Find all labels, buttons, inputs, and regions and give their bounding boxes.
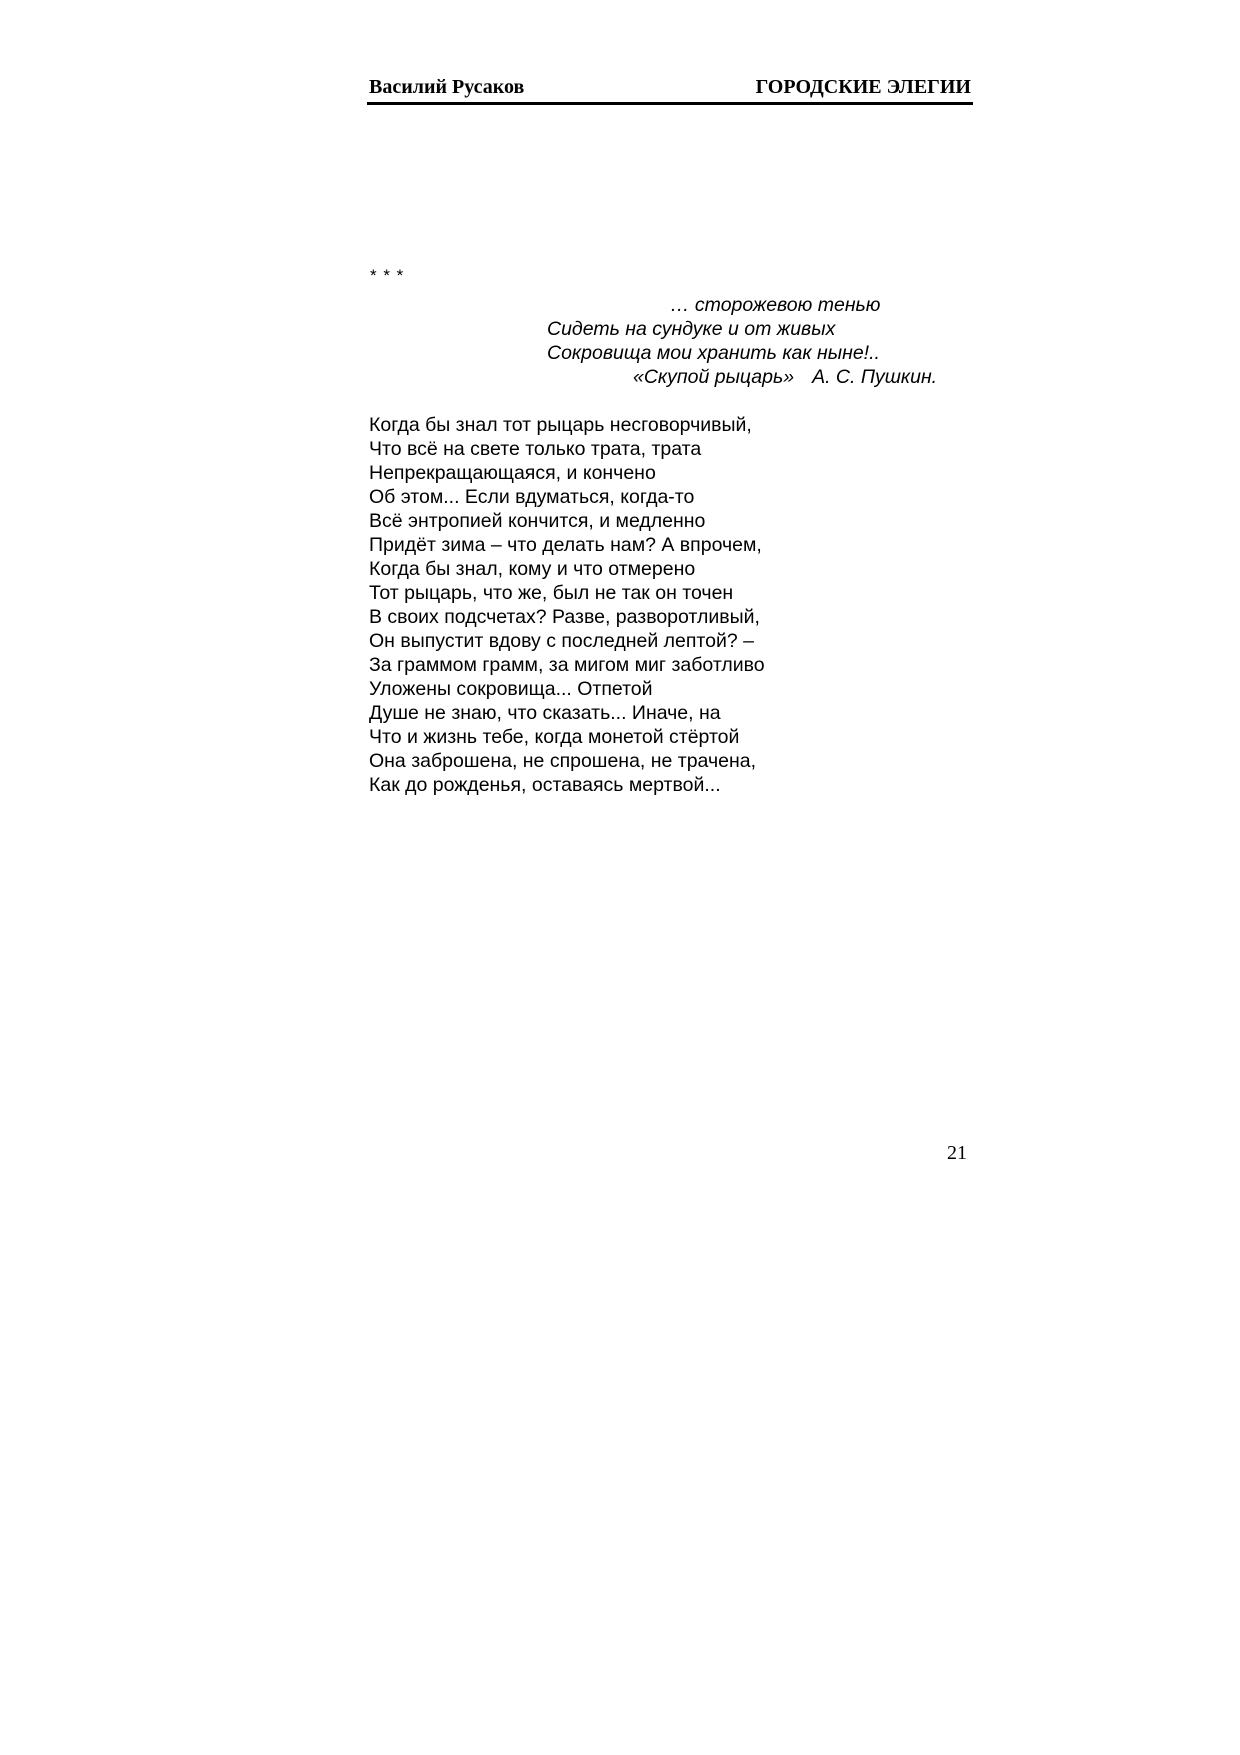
poem-line: Придёт зима – что делать нам? А впрочем, bbox=[369, 534, 762, 556]
poem-line: Об этом... Если вдуматься, когда-то bbox=[369, 486, 695, 508]
epigraph-line: Сокровища мои хранить как ныне!.. bbox=[547, 342, 880, 364]
poem-line: Она заброшена, не спрошена, не трачена, bbox=[369, 750, 757, 772]
poem-line: Что всё на свете только трата, трата bbox=[369, 438, 702, 460]
epigraph-line: Сидеть на сундуке и от живых bbox=[547, 318, 836, 340]
poem-line: Тот рыцарь, что же, был не так он точен bbox=[369, 582, 734, 604]
poem-line: Душе не знаю, что сказать... Иначе, на bbox=[369, 702, 721, 724]
page-number: 21 bbox=[947, 1142, 967, 1164]
poem-line: Всё энтропией кончится, и медленно bbox=[369, 510, 706, 532]
running-header bbox=[367, 72, 973, 105]
poem-line: Что и жизнь тебе, когда монетой стёртой bbox=[369, 726, 740, 748]
poem-line: Когда бы знал, кому и что отмерено bbox=[369, 558, 696, 580]
epigraph-source: «Скупой рыцарь» bbox=[633, 366, 795, 388]
poem-body bbox=[369, 413, 765, 797]
epigraph-line: … сторожевою тенью bbox=[670, 294, 881, 316]
epigraph-attribution bbox=[633, 365, 937, 389]
poem-line: Когда бы знал тот рыцарь несговорчивый, bbox=[369, 414, 752, 436]
epigraph-author: А. С. Пушкин. bbox=[812, 366, 938, 388]
poem-line: Как до рожденья, оставаясь мертвой... bbox=[369, 774, 721, 796]
poem-line: Он выпустит вдову с последней лептой? – bbox=[369, 630, 754, 652]
poem-line: Уложены сокровища... Отпетой bbox=[369, 678, 653, 700]
header-book-title: ГОРОДСКИЕ ЭЛЕГИИ bbox=[755, 76, 971, 98]
poem-line: За граммом грамм, за мигом миг заботливо bbox=[369, 654, 765, 676]
asterism: * * * bbox=[370, 266, 405, 285]
poem-line: Непрекращающаяся, и кончено bbox=[369, 462, 656, 484]
header-author: Василий Русаков bbox=[369, 76, 525, 98]
poem-line: В своих подсчетах? Разве, разворотливый, bbox=[369, 606, 760, 628]
